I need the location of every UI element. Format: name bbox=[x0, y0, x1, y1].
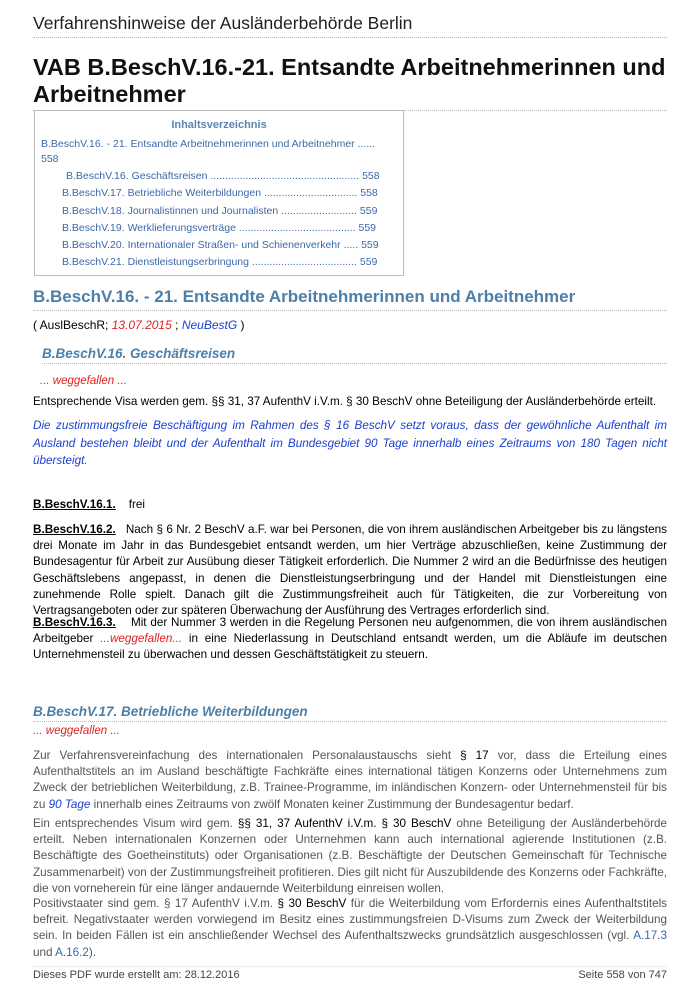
paragraph: Positivstaater sind gem. § 17 AufenthV i.V.m. § 30 BeschV für die Weiterbildung vom Erfordernis eines Aufenthaltstitels befreit. Negativstaater werden vorwiegend im Besitz eines zustimmungsfreien D-Visums zum Zweck der Weiterbildung sein. In beiden Fällen ist ein anschließender Wechsel des Aufenthaltszwecks grundsätzlich ausgeschlossen (vgl. A.17.3 und A.16.2). bbox=[33, 897, 668, 959]
toc-entry[interactable]: B.BeschV.19. Werklieferungsverträge ........................................ 559 bbox=[62, 222, 377, 234]
document-title: VAB B.BeschV.16.-21. Entsandte Arbeitnehmerinnen und Arbeitnehmer bbox=[33, 54, 667, 111]
reference-link[interactable]: NeuBestG bbox=[181, 318, 238, 332]
law-reference: §§ 31, 37 AufenthV i.V.m. § 30 BeschV bbox=[237, 817, 452, 830]
law-reference: § 17 bbox=[460, 749, 489, 762]
page-header bbox=[33, 10, 667, 38]
page-footer bbox=[33, 966, 667, 981]
paragraph: Ein entsprechendes Visum wird gem. §§ 31, 37 AufenthV i.V.m. § 30 BeschV ohne Beteiligung der Ausländerbehörde erteilt. Neben internationalen Konzernen oder Unternehmen kann auch international agierende Institutionen (z.B. Beschäftigte des Goetheinstituts) oder Organisationen (z.B. Beschäftigte der Deutschen Gemeinschaft für Technische Zusammenarbeit) von der Zustimmungsfreiheit profitieren. Dies gilt nicht für Auszubildende des Konzerns oder Fachkräfte, die von vorneherein für eine länger andauernde Weiterbildung einreisen wollen. bbox=[33, 817, 668, 895]
toc-entry[interactable]: B.BeschV.18. Journalistinnen und Journalisten .......................... 559 bbox=[62, 205, 378, 217]
paragraph-number: B.BeschV.16.2. bbox=[33, 523, 116, 536]
law-reference: § 30 BeschV bbox=[277, 897, 347, 910]
paragraph-number: B.BeschV.16.3. bbox=[33, 616, 116, 629]
subsection-title-17: B.BeschV.17. Betriebliche Weiterbildungen bbox=[33, 704, 667, 722]
toc-entry[interactable]: B.BeschV.16. - 21. Entsandte Arbeitnehmerinnen und Arbeitnehmer ...... bbox=[41, 138, 376, 150]
header-title: Verfahrenshinweise der Ausländerbehörde Berlin bbox=[33, 13, 413, 33]
cross-reference-link[interactable]: A.17.3 bbox=[633, 929, 667, 943]
subsection-title-16: B.BeschV.16. Geschäftsreisen bbox=[42, 346, 667, 364]
table-of-contents bbox=[34, 110, 404, 276]
toc-heading: Inhaltsverzeichnis bbox=[171, 119, 267, 131]
cross-reference-link[interactable]: A.16.2 bbox=[55, 945, 89, 959]
paragraph-16-1: B.BeschV.16.1. frei bbox=[33, 498, 145, 511]
toc-entry[interactable]: B.BeschV.17. Betriebliche Weiterbildungen ................................ 558 bbox=[62, 187, 378, 199]
toc-entry[interactable]: B.BeschV.21. Dienstleistungserbringung .................................... 559 bbox=[62, 256, 378, 268]
paragraph-16-2: B.BeschV.16.2. Nach § 6 Nr. 2 BeschV a.F. war bei Personen, die von ihrem ausländischen Arbeitgeber bis zu längstens drei Monate im Jahr in das Bundesgebiet entsandt werden, um hier Verträge abzuschließen, keine Zustimmung der Bundesagentur für Arbeit zur Ausübung dieser Tätigkeit erforderlich. Die Nummer 2 wird an die Bedürfnisse des heutigen Geschäftslebens angepasst, in denen die Dienstleistungserbringung und der Handel mit Dienstleistungen eine zunehmende Rolle spielt. Danach gilt die Zustimmungsfreiheit auch für Tätigkeiten, die zur Vorbereitung von Vertragsangeboten oder zur späteren Überwachung der Ausführung des Vertrages erforderlich sind. bbox=[33, 523, 667, 618]
toc-entry[interactable]: B.BeschV.16. Geschäftsreisen ................................................... 558 bbox=[66, 170, 380, 182]
removed-inline: ...weggefallen... bbox=[100, 632, 183, 646]
paragraph: Entsprechende Visa werden gem. §§ 31, 37 AufenthV i.V.m. § 30 BeschV ohne Beteiligung der Ausländerbehörde erteilt. bbox=[33, 395, 657, 408]
reference-date: 13.07.2015 bbox=[111, 318, 172, 332]
footer-created: Dieses PDF wurde erstellt am: 28.12.2016 bbox=[33, 969, 240, 981]
section-title: B.BeschV.16. - 21. Entsandte Arbeitnehmerinnen und Arbeitnehmer bbox=[33, 287, 667, 311]
paragraph: Zur Verfahrensvereinfachung des internationalen Personalaustauschs sieht § 17 vor, dass die Erteilung eines Aufenthaltstitels an im Ausland beschäftigte Fachkräfte eines international tätigen Konzerns oder Unternehmens zum Zweck der betrieblichen Weiterbildung, z.B. Trainee-Programme, im inländischen Konzern- oder Unternehmensteil für bis zu 90 Tage innerhalb eines Zeitraums von zwölf Monaten keiner Zustimmung der Bundesagentur bedarf. bbox=[33, 749, 667, 811]
reference-line: ( AuslBeschR; 13.07.2015 ; NeuBestG ) bbox=[33, 318, 245, 332]
footer-page-number: Seite 558 von 747 bbox=[578, 969, 667, 981]
paragraph-number: B.BeschV.16.1. bbox=[33, 498, 116, 511]
days-highlight: 90 Tage bbox=[48, 797, 91, 811]
paragraph-amended: Die zustimmungsfreie Beschäftigung im Rahmen des § 16 BeschV setzt voraus, dass der gewöhnliche Aufenthalt im Ausland bestehen bleibt und der Aufenthalt im Bundesgebiet 90 Tage innerhalb eines Zeitraums von 180 Tagen nicht übersteigt. bbox=[33, 419, 667, 467]
paragraph-16-3: B.BeschV.16.3. Mit der Nummer 3 werden in die Regelung Personen neu aufgenommen, die von ihrem ausländischen Arbeitgeber ...weggefallen... in eine Niederlassung in Deutschland entsandt werden, um die Abläufe im deutschen Unternehmensteil zu überwachen und dessen Geschäftstätigkeit zu steuern. bbox=[33, 616, 668, 662]
removed-note: ... weggefallen ... bbox=[40, 375, 127, 387]
removed-note: ... weggefallen ... bbox=[33, 725, 120, 737]
toc-entry-page[interactable]: 558 bbox=[41, 153, 59, 165]
toc-entry[interactable]: B.BeschV.20. Internationaler Straßen- und Schienenverkehr ..... 559 bbox=[62, 239, 379, 251]
